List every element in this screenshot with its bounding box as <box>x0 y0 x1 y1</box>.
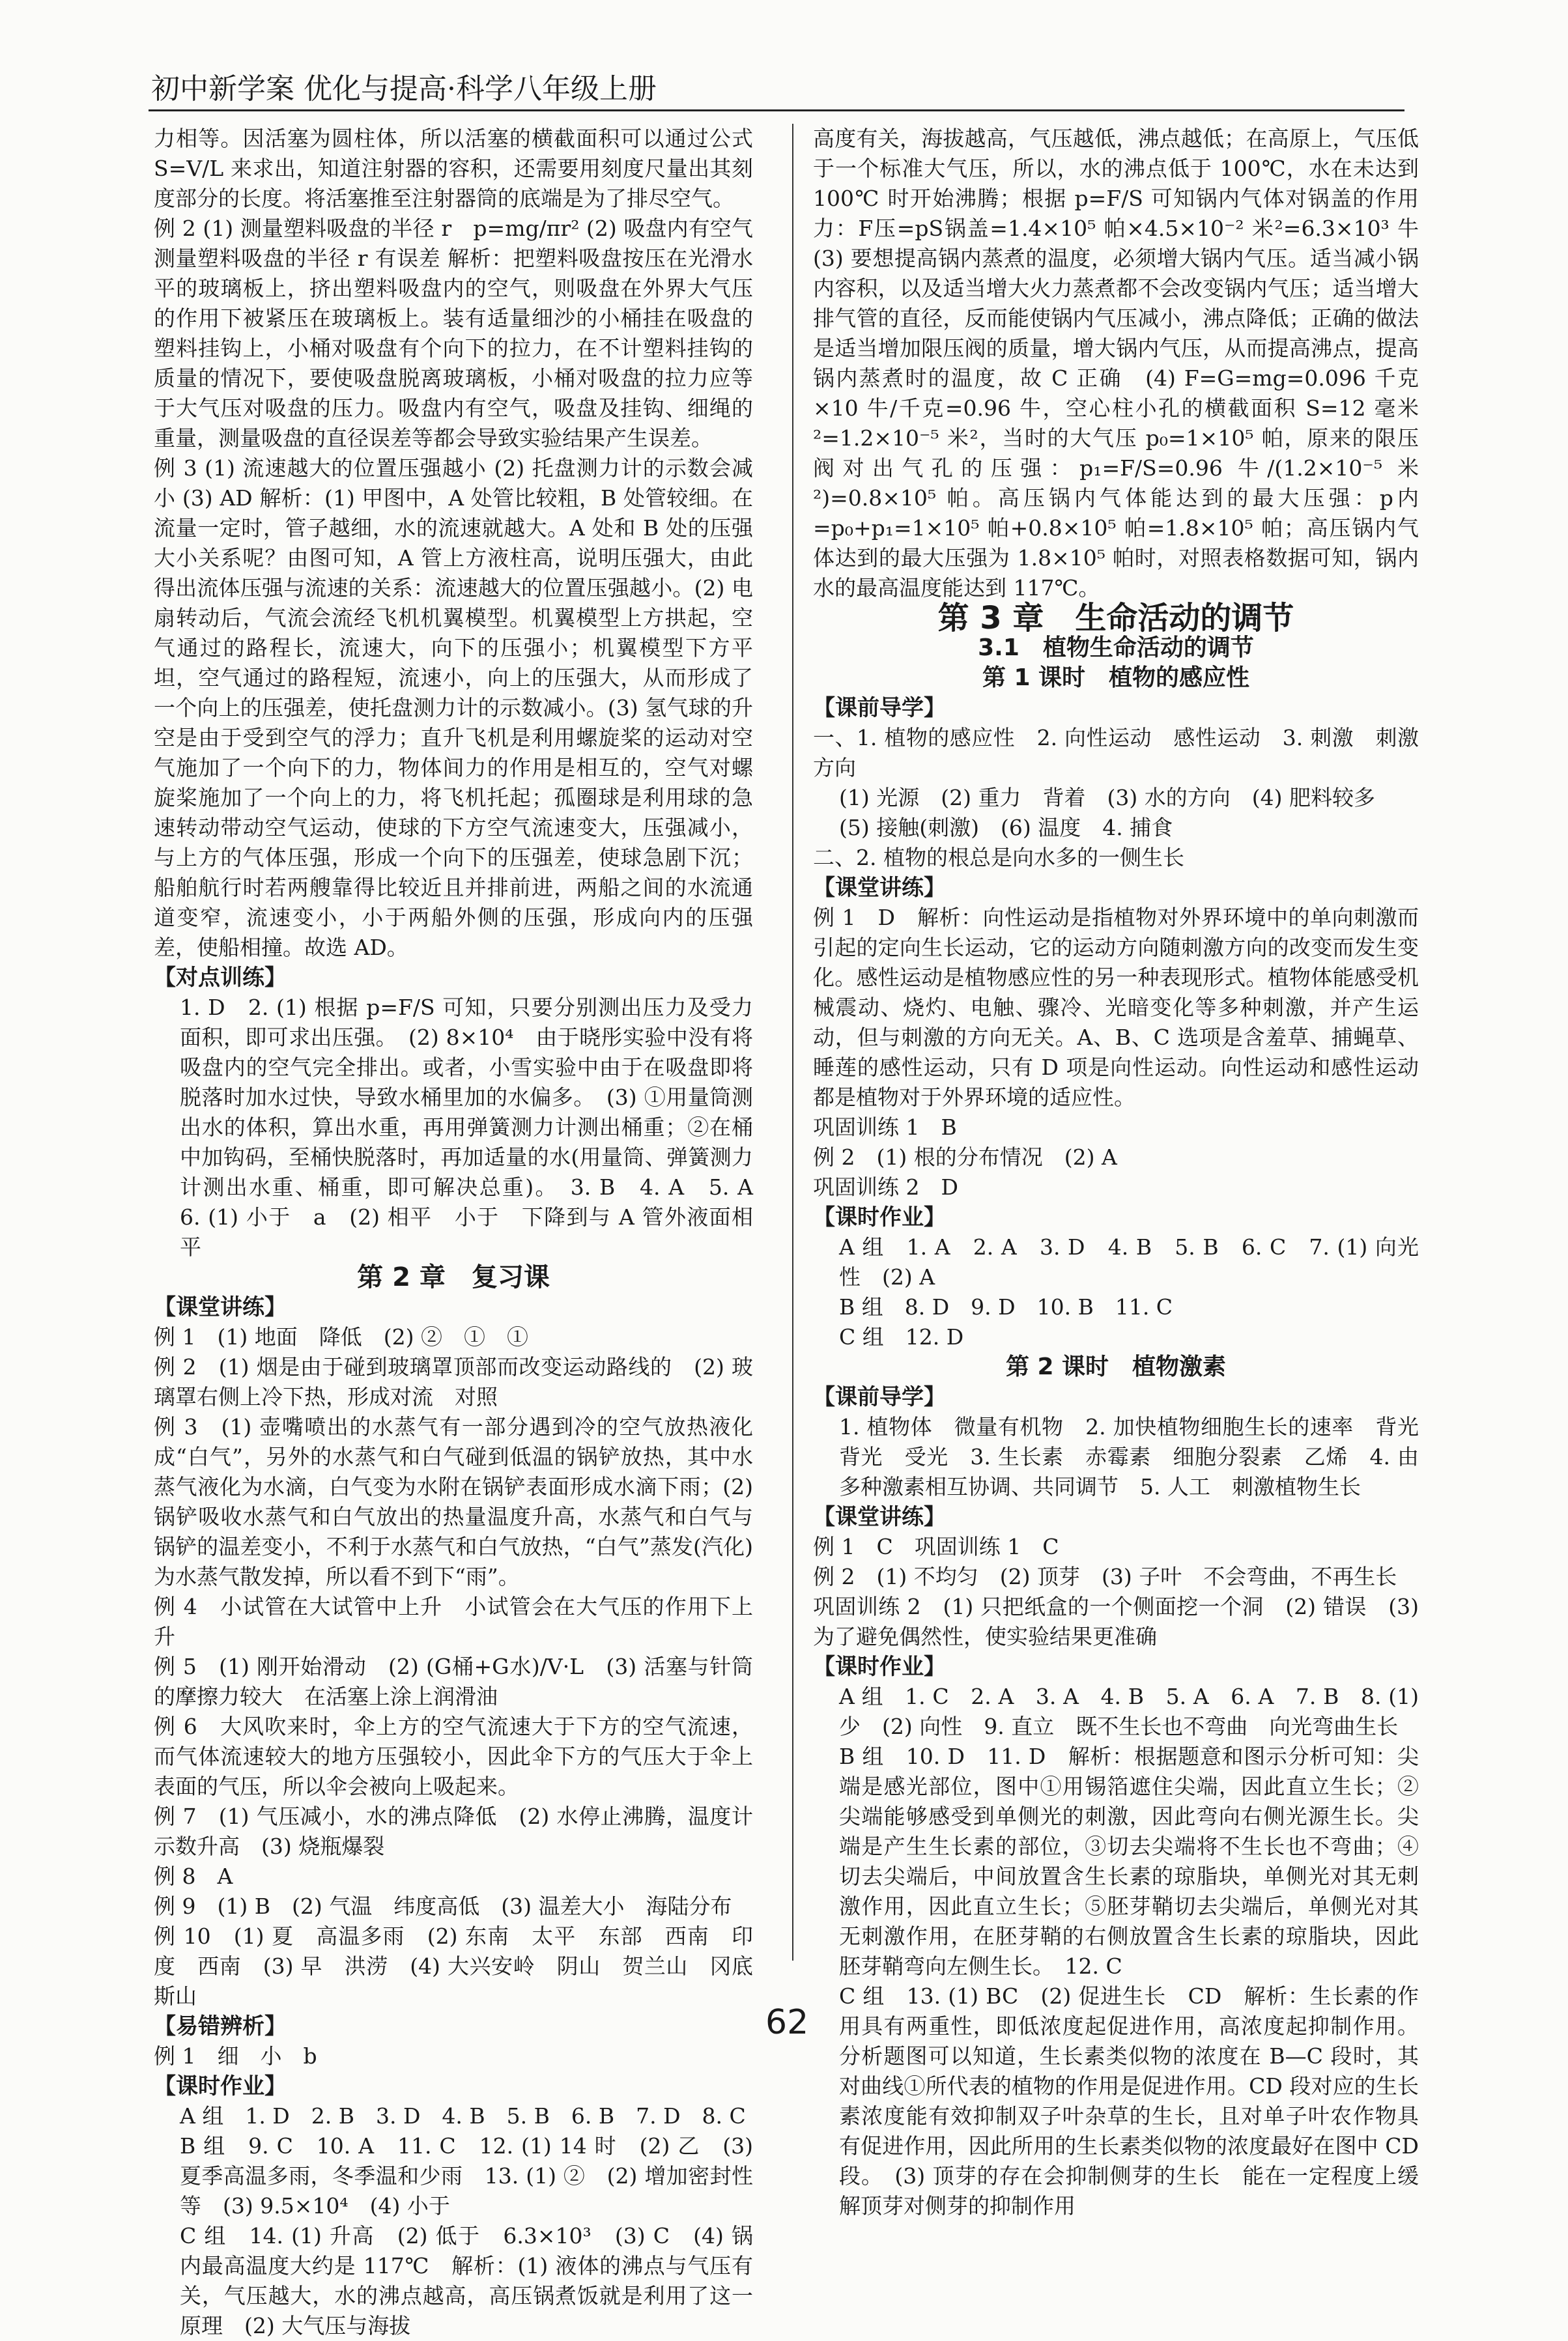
example-9: 例 9 (1) B (2) 气温 纬度高低 (3) 温差大小 海陆分布 <box>154 1894 732 1919</box>
column-divider <box>792 124 793 1961</box>
example-6: 例 6 大风吹来时，伞上方的空气流速大于下方的空气流速，而气体流速较大的地方压强较小，因此伞下方的气压大于伞上表面的气压，所以伞会被向上吸起来。 <box>154 1714 753 1799</box>
practice-1: 巩固训练 1 B <box>813 1114 957 1140</box>
homework-group-a: A 组 1. C 2. A 3. A 4. B 5. A 6. A 7. B 8. (1) 少 (2) 向性 9. 直立 既不生长也不弯曲 向光弯曲生长 <box>839 1684 1419 1739</box>
example-2: 例 2 (1) 根的分布情况 (2) A <box>813 1144 1117 1170</box>
section-heading: 【对点训练】 <box>154 965 287 991</box>
header-rule <box>149 109 1404 111</box>
preview-line: (5) 接触(刺激) (6) 温度 4. 捕食 <box>839 815 1173 840</box>
chapter2-review-title: 第 2 章 复习课 <box>357 1262 550 1292</box>
example-4: 例 4 小试管在大试管中上升 小试管会在大气压的作用下上升 <box>154 1594 753 1649</box>
preview-line: (1) 光源 (2) 重力 背着 (3) 水的方向 (4) 肥料较多 <box>839 785 1375 810</box>
section-heading: 【课前导学】 <box>813 695 946 721</box>
section-heading: 【课前导学】 <box>813 1384 946 1410</box>
section-heading: 【课堂讲练】 <box>813 875 946 901</box>
training-answers: 1. D 2. (1) 根据 p=F/S 可知，只要分别测出压力及受力面积，即可求出压强。 (2) 8×10⁴ 由于晓彤实验中没有将吸盘内的空气完全排出。或者，小雪实验中由于在吸盘即将脱落时加水过快，导致水桶里加的水偏多。 (3) ①用量筒测出水的体积，算出水重，再用弹簧测力计测出桶重；②在桶中加钩码，至桶快脱落时，再加适量的水(用量筒、弹簧测力计测出水重、桶重，即可解决总重)。 3. B 4. A 5. A 6. (1) 小于 a (2) 相平 小于 下降到与 A 管外液面相平 <box>180 995 775 1260</box>
section-heading: 【课堂讲练】 <box>813 1504 946 1530</box>
homework-group-b: B 组 8. D 9. D 10. B 11. C <box>839 1294 1173 1320</box>
section-heading: 【易错辨析】 <box>154 2013 287 2039</box>
section-heading: 【课时作业】 <box>813 1654 946 1680</box>
page-number: 62 <box>765 2003 809 2042</box>
preview-line: 一、1. 植物的感应性 2. 向性运动 感性运动 3. 刺激 刺激方向 <box>813 725 1419 780</box>
example-10: 例 10 (1) 夏 高温多雨 (2) 东南 太平 东部 西南 印度 西南 (3) 早 洪涝 (4) 大兴安岭 阴山 贺兰山 冈底斯山 <box>154 1923 753 2009</box>
paragraph: 高度有关，海拔越高，气压越低，沸点越低；在高原上，气压低于一个标准大气压，所以，水的沸点低于 100℃，水在未达到 100℃ 时开始沸腾；根据 p=F/S 可知锅内气体对锅盖的作用力：F压=pS锅盖=1.4×10⁵ 帕×4.5×10⁻² 米²=6.3×10³ 牛 (3) 要想提高锅内蒸煮的温度，必须增大锅内气压。适当减小锅内容积，以及适当增大火力蒸煮都不会改变锅内气压；适当增大排气管的直径，反而能使锅内气压减小，沸点降低；正确的做法是适当增加限压阀的质量，增大锅内气压，从而提高沸点，提高锅内蒸煮时的温度，故 C 正确 (4) F=G=mg=0.096 千克×10 牛/千克=0.96 牛，空心柱小孔的横截面积 S=12 毫米²=1.2×10⁻⁵ 米²，当时的大气压 p₀=1×10⁵ 帕，原来的限压阀对出气孔的压强：p₁=F/S=0.96 牛/(1.2×10⁻⁵ 米²)=0.8×10⁵ 帕。高压锅内气体能达到的最大压强：p内=p₀+p₁=1×10⁵ 帕+0.8×10⁵ 帕=1.8×10⁵ 帕；高压锅内气体达到的最大压强为 1.8×10⁵ 帕时，对照表格数据可知，锅内水的最高温度能达到 117℃。 <box>813 126 1440 601</box>
paragraph: 力相等。因活塞为圆柱体，所以活塞的横截面积可以通过公式 S=V/L 来求出，知道注射器的容积，还需要用刻度尺量出其刻度部分的长度。将活塞推至注射器筒的底端是为了排尽空气。 <box>154 126 753 211</box>
example-2: 例 2 (1) 烟是由于碰到玻璃罩顶部而改变运动路线的 (2) 玻璃罩右侧上冷下热，形成对流 对照 <box>154 1354 753 1410</box>
example-5: 例 5 (1) 刚开始滑动 (2) (G桶+G水)/V·L (3) 活塞与针筒的摩擦力较大 在活塞上涂上润滑油 <box>154 1654 753 1709</box>
preview-line: 二、2. 植物的根总是向水多的一侧生长 <box>813 845 1184 870</box>
example-8: 例 8 A <box>154 1864 233 1889</box>
example-3: 例 3 (1) 壶嘴喷出的水蒸气有一部分遇到冷的空气放热液化成“白气”，另外的水蒸气和白气碰到低温的锅铲放热，其中水蒸气液化为水滴，白气变为水附在锅铲表面形成水滴下雨；(2) 锅铲吸收水蒸气和白气放出的热量温度升高，水蒸气和白气与锅铲的温差变小，不利于水蒸气和白气放热，“白气”蒸发(汽化)为水蒸气散发掉，所以看不到下“雨”。 <box>154 1414 753 1589</box>
example-1: 例 1 D 解析：向性运动是指植物对外界环境中的单向刺激而引起的定向生长运动，它的运动方向随刺激方向的改变而发生变化。感性运动是植物感应性的另一种表现形式。植物体能感受机械震动、烧灼、电触、骤冷、光暗变化等多种刺激，并产生运动，但与刺激的方向无关。A、B、C 选项是含羞草、捕蝇草、睡莲的感性运动，只有 D 项是向性运动。向性运动和感性运动都是植物对于外界环境的适应性。 <box>813 905 1419 1110</box>
section-heading: 【课时作业】 <box>154 2073 287 2099</box>
homework-group-a: A 组 1. D 2. B 3. D 4. B 5. B 6. B 7. D 8. C <box>180 2103 746 2129</box>
homework-group-b: B 组 9. C 10. A 11. C 12. (1) 14 时 (2) 乙 (3) 夏季高温多雨，冬季温和少雨 13. (1) ② (2) 增加密封性等 (3) 9.5×10⁴ (4) 小于 <box>180 2133 753 2219</box>
homework-group-c: C 组 13. (1) BC (2) 促进生长 CD 解析：生长素的作用具有两重性，即低浓度起促进作用，高浓度起抑制作用。分析题图可以知道，生长素类似物的浓度在 B—C 段时，其对曲线①所代表的植物的作用是促进作用。CD 段对应的生长素浓度能有效抑制双子叶杂草的生长，且对单子叶农作物具有促进作用，因此所用的生长素类似物的浓度最好在图中 CD 段。 (3) 顶芽的存在会抑制侧芽的生长 能在一定程度上缓解顶芽对侧芽的抑制作用 <box>839 1983 1419 2219</box>
lesson-1-title: 第 1 课时 植物的感应性 <box>982 664 1250 691</box>
book-header: 初中新学案 优化与提高·科学八年级上册 <box>151 72 657 106</box>
practice-2: 巩固训练 2 (1) 只把纸盒的一个侧面挖一个洞 (2) 错误 (3) 为了避免偶然性，使实验结果更准确 <box>813 1594 1419 1649</box>
lesson-2-title: 第 2 课时 植物激素 <box>1005 1354 1227 1380</box>
homework-group-b: B 组 10. D 11. D 解析：根据题意和图示分析可知：尖端是感光部位，图中①用锡箔遮住尖端，因此直立生长；②尖端能够感受到单侧光的刺激，因此弯向右侧光源生长。尖端是产生生长素的部位，③切去尖端将不生长也不弯曲；④切去尖端后，中间放置含生长素的琼脂块，单侧光对其无刺激作用，因此直立生长；⑤胚芽鞘切去尖端后，单侧光对其无刺激作用，在胚芽鞘的右侧放置含生长素的琼脂块，因此胚芽鞘弯向左侧生长。 12. C <box>839 1744 1419 1979</box>
homework-group-a: A 组 1. A 2. A 3. D 4. B 5. B 6. C 7. (1) 向光性 (2) A <box>839 1234 1419 1290</box>
right-column <box>813 124 1440 2221</box>
section-heading: 【课时作业】 <box>813 1204 946 1230</box>
example-3: 例 3 (1) 流速越大的位置压强越小 (2) 托盘测力计的示数会减小 (3) AD 解析：(1) 甲图中，A 处管比较粗，B 处管较细。在流量一定时，管子越细，水的流速就越大。A 处和 B 处的压强大小关系呢？由图可知，A 管上方液柱高，说明压强大，由此得出流体压强与流速的关系：流速越大的位置压强越小。(2) 电扇转动后，气流会流经飞机机翼模型。机翼模型上方拱起，空气通过的路程长，流速大，向下的压强小；机翼模型下方平坦，空气通过的路程短，流速小，向上的压强大，从而形成了一个向上的压强差，使托盘测力计的示数减小。(3) 氢气球的升空是由于受到空气的浮力；直升飞机是利用螺旋桨的运动对空气施加了一个向下的力，物体间力的作用是相互的，空气对螺旋桨施加了一个向上的力，将飞机托起；孤圈球是利用球的急速转动带动空气运动，使球的下方空气流速变大，压强减小，与上方的气体压强，形成一个向下的压强差，使球急剧下沉；船舶航行时若两艘靠得比较近且并排前进，两船之间的水流通道变窄，流速变小，小于两船外侧的压强，形成向内的压强差，使船相撞。故选 AD。 <box>154 455 753 960</box>
example-2: 例 2 (1) 不均匀 (2) 顶芽 (3) 子叶 不会弯曲，不再生长 <box>813 1564 1397 1589</box>
section-3-1-title: 3.1 植物生命活动的调节 <box>978 634 1254 661</box>
chapter3-title: 第 3 章 生命活动的调节 <box>937 600 1294 636</box>
example-1: 例 1 C 巩固训练 1 C <box>813 1534 1059 1559</box>
practice-2: 巩固训练 2 D <box>813 1174 958 1200</box>
error-example-1: 例 1 细 小 b <box>154 2043 317 2069</box>
left-column <box>154 124 775 2341</box>
homework-group-c: C 组 12. D <box>839 1324 964 1350</box>
preview-line: 1. 植物体 微量有机物 2. 加快植物细胞生长的速率 背光 背光 受光 3. 生长素 赤霉素 细胞分裂素 乙烯 4. 由多种激素相互协调、共同调节 5. 人工 刺激植物生长 <box>839 1414 1440 1499</box>
example-7: 例 7 (1) 气压减小，水的沸点降低 (2) 水停止沸腾，温度计示数升高 (3) 烧瓶爆裂 <box>154 1804 753 1859</box>
homework-group-c: C 组 14. (1) 升高 (2) 低于 6.3×10³ (3) C (4) 锅内最高温度大约是 117℃ 解析：(1) 液体的沸点与气压有关，气压越大，水的沸点越高，高压锅煮饭就是利用了这一原理 (2) 大气压与海拔 <box>180 2223 753 2338</box>
example-1: 例 1 (1) 地面 降低 (2) ② ① ① <box>154 1324 528 1350</box>
section-heading: 【课堂讲练】 <box>154 1294 287 1320</box>
example-2: 例 2 (1) 测量塑料吸盘的半径 r p=mg/πr² (2) 吸盘内有空气 测量塑料吸盘的半径 r 有误差 解析：把塑料吸盘按压在光滑水平的玻璃板上，挤出塑料吸盘内的空气，则吸盘在外界大气压的作用下被紧压在玻璃板上。装有适量细沙的小桶挂在吸盘的塑料挂钩上，小桶对吸盘有个向下的拉力，在不计塑料挂钩的质量的情况下，要使吸盘脱离玻璃板，小桶对吸盘的拉力应等于大气压对吸盘的压力。吸盘内有空气，吸盘及挂钩、细绳的重量，测量吸盘的直径误差等都会导致实验结果产生误差。 <box>154 216 753 451</box>
